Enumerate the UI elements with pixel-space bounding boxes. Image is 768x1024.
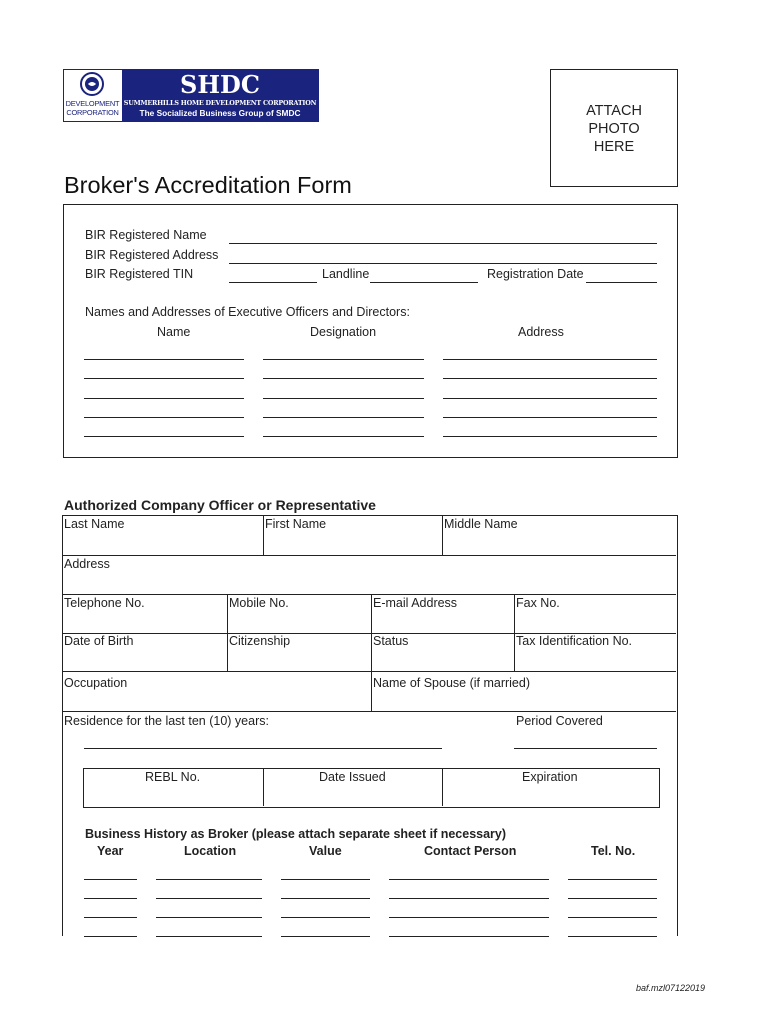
status-cell[interactable]: Status (373, 634, 409, 648)
history-col-value: Value (309, 844, 342, 858)
logo-left-panel (64, 70, 121, 121)
logo-dev-corp-text: DEVELOPMENT CORPORATION (65, 99, 120, 117)
landline-label: Landline (322, 267, 370, 281)
telephone-cell[interactable]: Telephone No. (64, 596, 145, 610)
bir-name-field[interactable] (229, 243, 657, 244)
officers-heading: Names and Addresses of Executive Officers and Directors: (85, 305, 410, 319)
tin-cell[interactable]: Tax Identification No. (516, 634, 633, 648)
attach-photo-box[interactable] (550, 69, 678, 187)
cell-divider (514, 594, 515, 671)
history-value-field[interactable] (281, 898, 370, 899)
bir-address-field[interactable] (229, 263, 657, 264)
history-year-field[interactable] (84, 898, 137, 899)
officers-col-address: Address (518, 325, 564, 339)
history-tel-field[interactable] (568, 917, 657, 918)
last-name-cell[interactable]: Last Name (64, 517, 125, 531)
spouse-cell[interactable]: Name of Spouse (if married) (373, 676, 531, 690)
registration-date-label: Registration Date (487, 267, 584, 281)
company-logo (63, 69, 319, 122)
residence-field[interactable] (84, 748, 442, 749)
business-history-title: Business History as Broker (please attach separate sheet if necessary) (85, 827, 507, 841)
period-covered-label: Period Covered (516, 714, 603, 728)
officer-name-field[interactable] (84, 436, 244, 437)
date-issued-cell[interactable]: Date Issued (319, 770, 386, 784)
first-name-cell[interactable]: First Name (265, 517, 327, 531)
period-covered-field[interactable] (514, 748, 657, 749)
officer-address-field[interactable] (443, 378, 657, 379)
officer-address-field[interactable] (443, 359, 657, 360)
history-col-contact: Contact Person (424, 844, 517, 858)
officer-address-field[interactable] (443, 417, 657, 418)
history-location-field[interactable] (156, 936, 262, 937)
officers-col-designation: Designation (310, 325, 377, 339)
representative-section-title: Authorized Company Officer or Representative (64, 497, 376, 513)
cell-divider (371, 594, 372, 711)
officer-name-field[interactable] (84, 378, 244, 379)
officer-address-field[interactable] (443, 436, 657, 437)
attach-photo-text: ATTACH PHOTO HERE (586, 103, 642, 155)
officer-designation-field[interactable] (263, 436, 424, 437)
history-location-field[interactable] (156, 917, 262, 918)
officers-col-name: Name (157, 325, 191, 339)
officer-designation-field[interactable] (263, 359, 424, 360)
history-col-location: Location (184, 844, 237, 858)
middle-name-cell[interactable]: Middle Name (444, 517, 518, 531)
officer-name-field[interactable] (84, 398, 244, 399)
history-year-field[interactable] (84, 917, 137, 918)
history-value-field[interactable] (281, 936, 370, 937)
address-cell[interactable]: Address (64, 557, 110, 571)
logo-subtitle-2: The Socialized Business Group of SMDC (139, 108, 301, 118)
officer-designation-field[interactable] (263, 398, 424, 399)
history-value-field[interactable] (281, 917, 370, 918)
history-col-tel: Tel. No. (591, 844, 636, 858)
registration-date-field[interactable] (586, 282, 657, 283)
officer-address-field[interactable] (443, 398, 657, 399)
history-value-field[interactable] (281, 879, 370, 880)
fax-cell[interactable]: Fax No. (516, 596, 560, 610)
officer-name-field[interactable] (84, 359, 244, 360)
residence-label: Residence for the last ten (10) years: (64, 714, 269, 728)
occupation-cell[interactable]: Occupation (64, 676, 128, 690)
bir-tin-field[interactable] (229, 282, 317, 283)
row-divider (62, 711, 676, 712)
row-divider (62, 671, 676, 672)
cell-divider (442, 768, 443, 806)
logo-brand: SHDC (180, 70, 260, 99)
form-title: Broker's Accreditation Form (64, 172, 352, 198)
rebl-no-cell[interactable]: REBL No. (145, 770, 201, 784)
sm-seal-icon (79, 72, 105, 96)
cell-divider (263, 768, 264, 806)
expiration-cell[interactable]: Expiration (522, 770, 578, 784)
landline-field[interactable] (370, 282, 478, 283)
history-col-year: Year (97, 844, 124, 858)
history-contact-field[interactable] (389, 936, 549, 937)
citizenship-cell[interactable]: Citizenship (229, 634, 291, 648)
bir-name-label: BIR Registered Name (85, 228, 207, 242)
row-divider (62, 594, 676, 595)
footer-form-code: baf.mzl07122019 (635, 983, 705, 993)
email-cell[interactable]: E-mail Address (373, 596, 458, 610)
history-tel-field[interactable] (568, 898, 657, 899)
history-contact-field[interactable] (389, 879, 549, 880)
dob-cell[interactable]: Date of Birth (64, 634, 134, 648)
history-contact-field[interactable] (389, 917, 549, 918)
officer-name-field[interactable] (84, 417, 244, 418)
history-contact-field[interactable] (389, 898, 549, 899)
history-year-field[interactable] (84, 936, 137, 937)
history-location-field[interactable] (156, 898, 262, 899)
cell-divider (227, 594, 228, 671)
bir-tin-label: BIR Registered TIN (85, 267, 194, 281)
history-tel-field[interactable] (568, 936, 657, 937)
cell-divider (263, 515, 264, 555)
row-divider (62, 555, 676, 556)
logo-right-panel (122, 70, 318, 121)
logo-subtitle-1: SUMMERHILLS HOME DEVELOPMENT CORPORATION (123, 99, 317, 107)
bir-address-label: BIR Registered Address (85, 248, 219, 262)
mobile-cell[interactable]: Mobile No. (229, 596, 289, 610)
cell-divider (442, 515, 443, 555)
officer-designation-field[interactable] (263, 378, 424, 379)
history-year-field[interactable] (84, 879, 137, 880)
history-tel-field[interactable] (568, 879, 657, 880)
officer-designation-field[interactable] (263, 417, 424, 418)
history-location-field[interactable] (156, 879, 262, 880)
